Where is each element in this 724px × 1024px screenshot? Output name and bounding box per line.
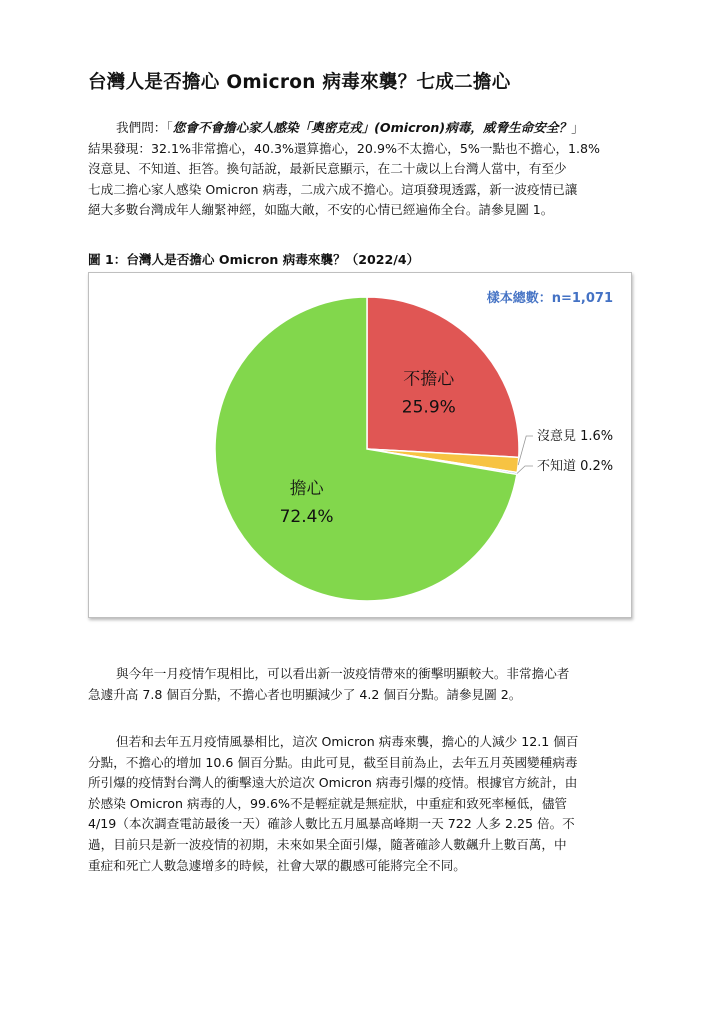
callout-label-1: 沒意見 1.6% xyxy=(537,429,614,444)
article-title: 台灣人是否擔心 Omicron 病毒來襲？七成二擔心 xyxy=(88,72,511,93)
slice-value-0: 25.9% xyxy=(401,397,456,418)
callout-line-2 xyxy=(517,466,533,474)
pie-chart-svg xyxy=(89,273,631,617)
slice-label-0: 不擔心 xyxy=(403,369,455,390)
paragraph-comparison-january: 與今年一月疫情乍現相比，可以看出新一波疫情帶來的衝擊明顯較大。非常擔心者 急遽升高 7.8 個百分點，不擔心者也明顯減少了 4.2 個百分點。請參見圖 2。 xyxy=(88,666,570,702)
callout-label-2: 不知道 0.2% xyxy=(537,459,614,474)
pie-chart xyxy=(88,272,632,618)
callout-line-1 xyxy=(518,436,533,465)
slice-value-3: 72.4% xyxy=(279,507,334,527)
figure-caption: 圖 1：台灣人是否擔心 Omicron 病毒來襲？（2022/4） xyxy=(88,252,420,267)
paragraph-comparison-may: 但若和去年五月疫情風暴相比，這次 Omicron 病毒來襲，擔心的人減少 12.1 個百 分點，不擔心的增加 10.6 個百分點。由此可見，截至目前為止，去年五月英國變種病毒 所引爆的疫情對台灣人的衝擊遠大於這次 Omicron 病毒引爆的疫情。根據官方統計，由 於感染 Omicron 病毒的人，99.6%不是輕症就是無症狀，中重症和致死率極低，儘管 4/19（本次調查電訪最後一天）確診人數比五月風暴高峰期一天 722 人多 2.25 倍。不 過，目前只是新一波疫情的初期，未來如果全面引爆，隨著確診人數飆升上數百萬，中 重症和死亡人數急遽增多的時候，社會大眾的觀感可能將完全不同。 xyxy=(88,734,579,873)
paragraph-intro: 我們問：「您會不會擔心家人感染「奧密克戎」(Omicron)病毒，威脅生命安全？」 結果發現：32.1%非常擔心，40.3%還算擔心，20.9%不太擔心，5%一點也不擔心，1.8% 沒意見、不知道、拒答。換句話說，最新民意顯示，在二十歲以上台灣人當中，有至少 七成二擔心家人感染 Omicron 病毒，二成六成不擔心。這項發現透露，新一波疫情已讓 絕大多數台灣成年人繃緊神經，如臨大敵，不安的心情已經遍佈全台。請參見圖 1。 xyxy=(88,120,601,218)
survey-question: 您會不會擔心家人感染「奧密克戎」(Omicron)病毒，威脅生命安全？ xyxy=(172,120,572,135)
sample-size-note: 樣本總數：n=1,071 xyxy=(486,291,613,306)
slice-label-3: 擔心 xyxy=(289,479,324,499)
